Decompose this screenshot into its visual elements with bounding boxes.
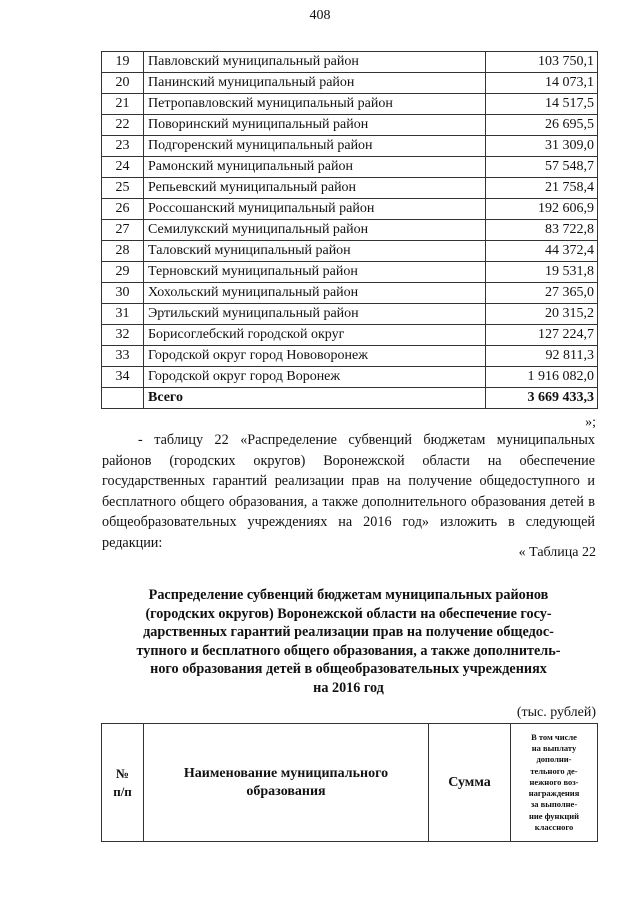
title-line: дарственных гарантий реализации прав на получение общедос- xyxy=(143,624,554,640)
row-name: Борисоглебский городской округ xyxy=(144,325,486,346)
table-row xyxy=(102,94,598,115)
header-extra-line: В том числе xyxy=(531,732,577,743)
header-extra-line: за выполне- xyxy=(530,799,578,810)
row-value: 31 309,0 xyxy=(486,136,598,157)
row-number: 32 xyxy=(102,325,144,346)
amendment-paragraph xyxy=(102,430,595,553)
header-number-line: п/п xyxy=(113,783,132,799)
header-extra-line: тельного де- xyxy=(530,765,578,776)
row-number: 34 xyxy=(102,367,144,388)
table-22-header xyxy=(101,723,598,842)
row-name: Павловский муниципальный район xyxy=(144,52,486,73)
row-name: Городской округ город Нововоронеж xyxy=(144,346,486,367)
row-number: 28 xyxy=(102,241,144,262)
row-value: 26 695,5 xyxy=(486,115,598,136)
header-number xyxy=(102,724,144,842)
header-extra-line: на выплату xyxy=(531,743,577,754)
row-value: 92 811,3 xyxy=(486,346,598,367)
row-value: 1 916 082,0 xyxy=(486,367,598,388)
title-line: тупного и бесплатного общего образования, а также дополнитель- xyxy=(136,642,561,659)
table-row xyxy=(102,220,598,241)
row-name: Терновский муниципальный район xyxy=(144,262,486,283)
header-extra-line: нежного воз- xyxy=(529,776,579,787)
row-value: 103 750,1 xyxy=(486,52,598,73)
table-row xyxy=(102,199,598,220)
title-line: ного образования детей в общеобразовательных учреждениях xyxy=(150,661,547,677)
table-row xyxy=(102,52,598,73)
row-name: Эртильский муниципальный район xyxy=(144,304,486,325)
table-row xyxy=(102,262,598,283)
header-extra xyxy=(511,724,598,842)
header-extra-line: ние функций xyxy=(528,810,580,821)
row-name: Семилукский муниципальный район xyxy=(144,220,486,241)
row-number: 33 xyxy=(102,346,144,367)
row-value: 19 531,8 xyxy=(486,262,598,283)
header-extra-line: награждения xyxy=(528,788,580,799)
table-title xyxy=(102,586,595,697)
row-name: Городской округ город Воронеж xyxy=(144,367,486,388)
table-row xyxy=(102,283,598,304)
title-line: (городских округов) Воронежской области на обеспечение госу- xyxy=(145,605,552,622)
units-label: (тыс. рублей) xyxy=(516,705,596,720)
title-line: на 2016 год xyxy=(313,679,384,696)
row-name: Репьевский муниципальный район xyxy=(144,178,486,199)
row-name: Панинский муниципальный район xyxy=(144,73,486,94)
table-row xyxy=(102,136,598,157)
total-label: Всего xyxy=(144,388,486,409)
row-name: Поворинский муниципальный район xyxy=(144,115,486,136)
header-extra-line: дополни- xyxy=(536,754,572,765)
row-number: 23 xyxy=(102,136,144,157)
table-row xyxy=(102,73,598,94)
row-number: 30 xyxy=(102,283,144,304)
row-value: 57 548,7 xyxy=(486,157,598,178)
row-value: 14 517,5 xyxy=(486,94,598,115)
row-name: Хохольский муниципальный район xyxy=(144,283,486,304)
row-value: 14 073,1 xyxy=(486,73,598,94)
header-name xyxy=(144,724,429,842)
table-label: « Таблица 22 xyxy=(518,545,596,560)
header-name-line: образования xyxy=(246,783,326,799)
table-row xyxy=(102,115,598,136)
total-row xyxy=(102,388,598,409)
closing-quote: »; xyxy=(585,415,596,430)
row-number: 31 xyxy=(102,304,144,325)
row-number: 26 xyxy=(102,199,144,220)
row-name: Рамонский муниципальный район xyxy=(144,157,486,178)
table-row xyxy=(102,304,598,325)
row-number: 21 xyxy=(102,94,144,115)
row-number: 20 xyxy=(102,73,144,94)
title-line: Распределение субвенций бюджетам муниципальных районов xyxy=(148,587,549,603)
header-row xyxy=(102,724,598,842)
row-name: Россошанский муниципальный район xyxy=(144,199,486,220)
table-row xyxy=(102,367,598,388)
row-name: Подгоренский муниципальный район xyxy=(144,136,486,157)
table-row xyxy=(102,325,598,346)
page-number: 408 xyxy=(309,8,331,23)
total-value: 3 669 433,3 xyxy=(486,388,598,409)
row-number: 22 xyxy=(102,115,144,136)
row-value: 127 224,7 xyxy=(486,325,598,346)
subsidy-table-continued xyxy=(101,51,598,409)
table-row xyxy=(102,346,598,367)
table-row xyxy=(102,241,598,262)
row-number: 25 xyxy=(102,178,144,199)
header-number-line: № xyxy=(115,765,130,781)
header-extra-line: классного xyxy=(534,821,574,832)
row-number: 29 xyxy=(102,262,144,283)
table-row xyxy=(102,178,598,199)
total-number xyxy=(102,388,144,409)
header-sum: Сумма xyxy=(429,724,511,842)
row-number: 24 xyxy=(102,157,144,178)
row-value: 192 606,9 xyxy=(486,199,598,220)
table-row xyxy=(102,157,598,178)
header-name-line: Наименование муниципального xyxy=(183,765,389,781)
row-number: 27 xyxy=(102,220,144,241)
row-value: 20 315,2 xyxy=(486,304,598,325)
row-number: 19 xyxy=(102,52,144,73)
amendment-text: - таблицу 22 «Распределение субвенций бюджетам муниципальных районов (городских округов) Воронежской области на обеспечение государственных гарантий реализации прав на получение общедоступного и бесплатного общего образования, а также дополнительного образования детей в общеобразовательных учреждениях на 2016 год» изложить в следующей редакции: xyxy=(102,432,595,551)
row-name: Петропавловский муниципальный район xyxy=(144,94,486,115)
row-value: 21 758,4 xyxy=(486,178,598,199)
row-value: 27 365,0 xyxy=(486,283,598,304)
row-name: Таловский муниципальный район xyxy=(144,241,486,262)
row-value: 44 372,4 xyxy=(486,241,598,262)
row-value: 83 722,8 xyxy=(486,220,598,241)
